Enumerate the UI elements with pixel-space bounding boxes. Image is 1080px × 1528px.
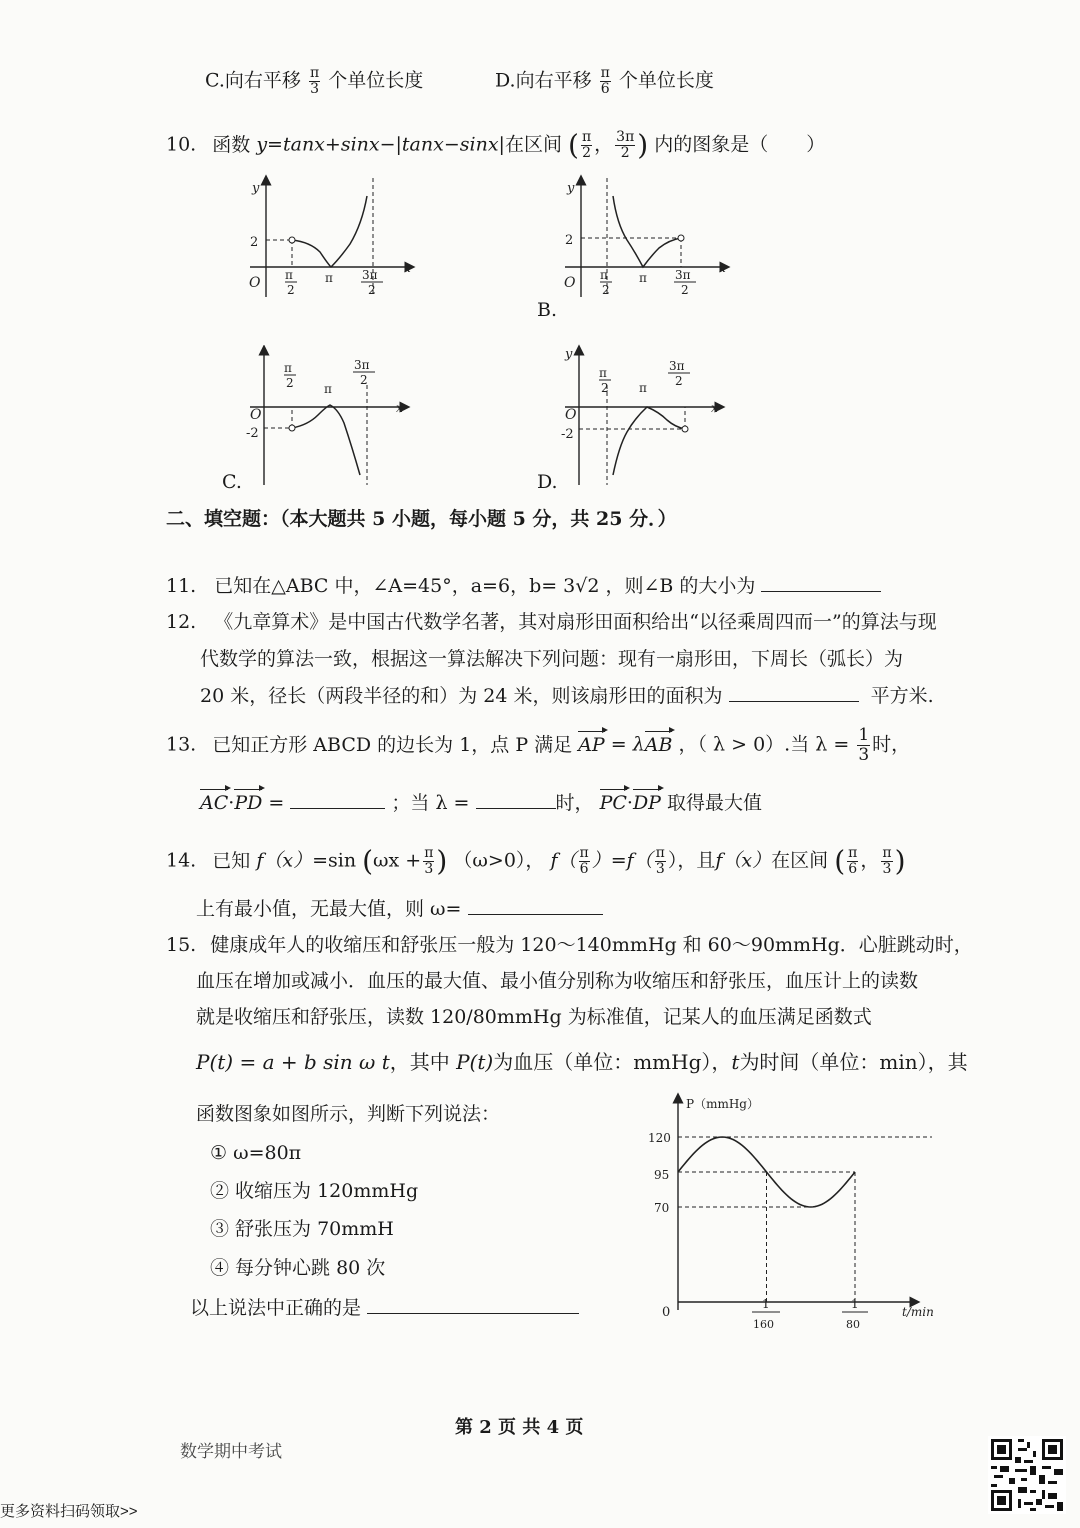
svg-text:-2: -2 — [561, 427, 574, 442]
svg-text:π: π — [325, 271, 333, 285]
y-axis-label: P（mmHg） — [686, 1097, 759, 1111]
svg-text:y: y — [565, 347, 573, 362]
svg-text:2: 2 — [250, 235, 259, 250]
question-14: 14. 已知 f（x）=sin (ωx + $\frac{\pi}{3}$ ) （ω>0）， f（ $\frac{\pi}{6}$ ）=f（ $\frac{\pi}{3}$ ），且f（x）在区间 ( $\frac{\pi}{6}$ ， $\frac{\pi}{3}$ ) — [166, 844, 906, 878]
svg-text:1: 1 — [851, 1297, 859, 1311]
statement-4: ④ 每分钟心跳 80 次 — [210, 1257, 386, 1279]
label-option-c: C. — [222, 471, 242, 493]
vector-pc: PC — [599, 792, 627, 814]
question-15-line3: 就是收缩压和舒张压，读数 120/80mmHg 为标准值，记某人的血压满足函数式 — [196, 1006, 872, 1028]
svg-text:y: y — [252, 181, 260, 196]
statement-1: ① ω=80π — [210, 1142, 302, 1164]
question-number: 10. — [166, 133, 197, 156]
x-axis-label: t/min — [902, 1305, 934, 1319]
svg-text:O: O — [249, 275, 261, 291]
question-12-line2: 代数学的算法一致，根据这一算法解决下列问题：现有一扇形田，下周长（弧长）为 — [200, 648, 904, 670]
svg-text:160: 160 — [753, 1318, 774, 1331]
statement-2: ② 收缩压为 120mmHg — [210, 1180, 419, 1202]
svg-text:x: x — [404, 261, 411, 275]
vector-ap: AP — [578, 733, 605, 756]
formula: P(t) = a + b sin ω t — [196, 1050, 390, 1074]
svg-text:x: x — [719, 261, 726, 275]
blood-pressure-chart — [640, 1090, 940, 1340]
option-c-frac: $\frac{\pi}{3}$ — [309, 65, 320, 97]
question-15: 15. 健康成年人的收缩压和舒张压一般为 120～140mmHg 和 60～90mmHg．心脏跳动时， — [166, 934, 973, 956]
answer-blank-13a[interactable] — [290, 790, 385, 809]
svg-text:π: π — [599, 366, 607, 380]
answer-blank-12[interactable] — [729, 683, 859, 702]
statement-3: ③ 舒张压为 70mmH — [210, 1218, 394, 1240]
svg-text:π: π — [639, 381, 647, 395]
svg-text:π: π — [285, 268, 293, 282]
svg-text:2: 2 — [368, 283, 376, 297]
svg-text:2: 2 — [602, 283, 610, 297]
option-d-frac: $\frac{\pi}{6}$ — [600, 65, 610, 97]
section-header: 二、填空题：（本大题共 5 小题，每小题 5 分，共 25 分．） — [166, 508, 677, 530]
question-13: 13. 已知正方形 ABCD 的边长为 1，点 P 满足 AP = λAB ，（ λ > 0）.当 λ = $\frac{1}{3}$ 时， — [166, 725, 911, 765]
svg-text:2: 2 — [286, 376, 294, 390]
label-option-d: D. — [537, 471, 558, 493]
svg-text:O: O — [250, 407, 262, 423]
svg-text:π: π — [284, 361, 292, 375]
option-c: C.向右平移 $\frac{\pi}{3}$ 个单位长度 — [205, 65, 424, 97]
graph-option-a — [240, 172, 420, 307]
svg-text:2: 2 — [681, 283, 689, 297]
y-tick-70: 70 — [654, 1201, 670, 1215]
option-d: D.向右平移 $\frac{\pi}{6}$ 个单位长度 — [495, 65, 714, 97]
question-10: 10. 函数 y=tanx+sinx−|tanx−sinx|在区间 ( $\frac{\pi}{2}$ ， $\frac{3\pi}{2}$ ) 内的图象是（ ） — [166, 128, 826, 162]
question-12: 12. 《九章算术》是中国古代数学名著，其对扇形田面积给出“以径乘周四而一”的算法与现 — [166, 611, 937, 633]
svg-text:x: x — [396, 401, 403, 415]
graph-option-c — [240, 345, 420, 490]
promo-link[interactable]: 更多资料扫码领取>> — [0, 1503, 138, 1520]
y-tick-95: 95 — [654, 1168, 670, 1182]
svg-text:2: 2 — [287, 283, 295, 297]
svg-text:-2: -2 — [246, 426, 259, 441]
svg-text:3π: 3π — [354, 358, 370, 372]
answer-blank-11[interactable] — [761, 573, 881, 592]
option-c-text: C.向右平移 — [205, 69, 301, 92]
graph-option-b — [555, 172, 735, 307]
svg-text:2: 2 — [675, 374, 683, 388]
svg-text:1: 1 — [762, 1297, 770, 1311]
svg-text:2: 2 — [360, 373, 368, 387]
question-15-final: 以上说法中正确的是 — [190, 1295, 579, 1320]
vector-dp: DP — [632, 792, 661, 814]
question-15-line4: P(t) = a + b sin ω t，其中 P(t)为血压（单位：mmHg），t为时间（单位：min），其 — [196, 1050, 968, 1074]
exam-name: 数学期中考试 — [180, 1442, 282, 1462]
answer-blank-14[interactable] — [468, 896, 603, 915]
svg-text:O: O — [565, 407, 577, 423]
svg-text:O: O — [564, 275, 576, 291]
answer-blank-15[interactable] — [367, 1295, 579, 1314]
vector-pd: PD — [234, 792, 263, 814]
svg-text:y: y — [567, 181, 575, 196]
vector-ab: AB — [644, 733, 673, 756]
function-expression: y=tanx+sinx−|tanx−sinx| — [256, 133, 505, 156]
svg-text:2: 2 — [565, 233, 574, 248]
svg-text:x: x — [711, 401, 718, 415]
answer-blank-13b[interactable] — [476, 790, 556, 809]
y-tick-120: 120 — [648, 1131, 671, 1145]
question-15-line5: 函数图象如图所示，判断下列说法： — [196, 1103, 501, 1125]
vector-ac: AC — [200, 792, 229, 814]
graph-option-d — [555, 340, 735, 490]
question-14-line2: 上有最小值，无最大值，则 ω= — [196, 896, 603, 921]
qr-code-icon — [988, 1436, 1066, 1514]
svg-text:π: π — [324, 382, 332, 396]
svg-text:3π: 3π — [675, 268, 691, 282]
svg-text:2: 2 — [601, 381, 609, 395]
chart-guide-lines — [678, 1137, 932, 1302]
question-15-line2: 血压在增加或减小．血压的最大值、最小值分别称为收缩压和舒张压，血压计上的读数 — [196, 970, 919, 992]
svg-text:π: π — [639, 271, 647, 285]
svg-text:π: π — [600, 268, 608, 282]
question-12-line3: 20 米，径长（两段半径的和）为 24 米，则该扇形田的面积为 平方米. — [200, 685, 934, 707]
question-11: 11. 已知在△ABC 中，∠A=45°，a=6，b= 3√2 ，则∠B 的大小为 — [166, 573, 881, 598]
label-option-b: B. — [537, 299, 558, 321]
svg-text:3π: 3π — [669, 359, 685, 373]
origin-label: 0 — [662, 1305, 671, 1320]
svg-text:3π: 3π — [362, 268, 378, 282]
svg-text:80: 80 — [846, 1318, 860, 1331]
question-13-line2: AC·PD = ；当 λ = 时， PC·DP 取得最大值 — [200, 792, 763, 814]
page-number: 第 2 页 共 4 页 — [455, 1417, 584, 1438]
